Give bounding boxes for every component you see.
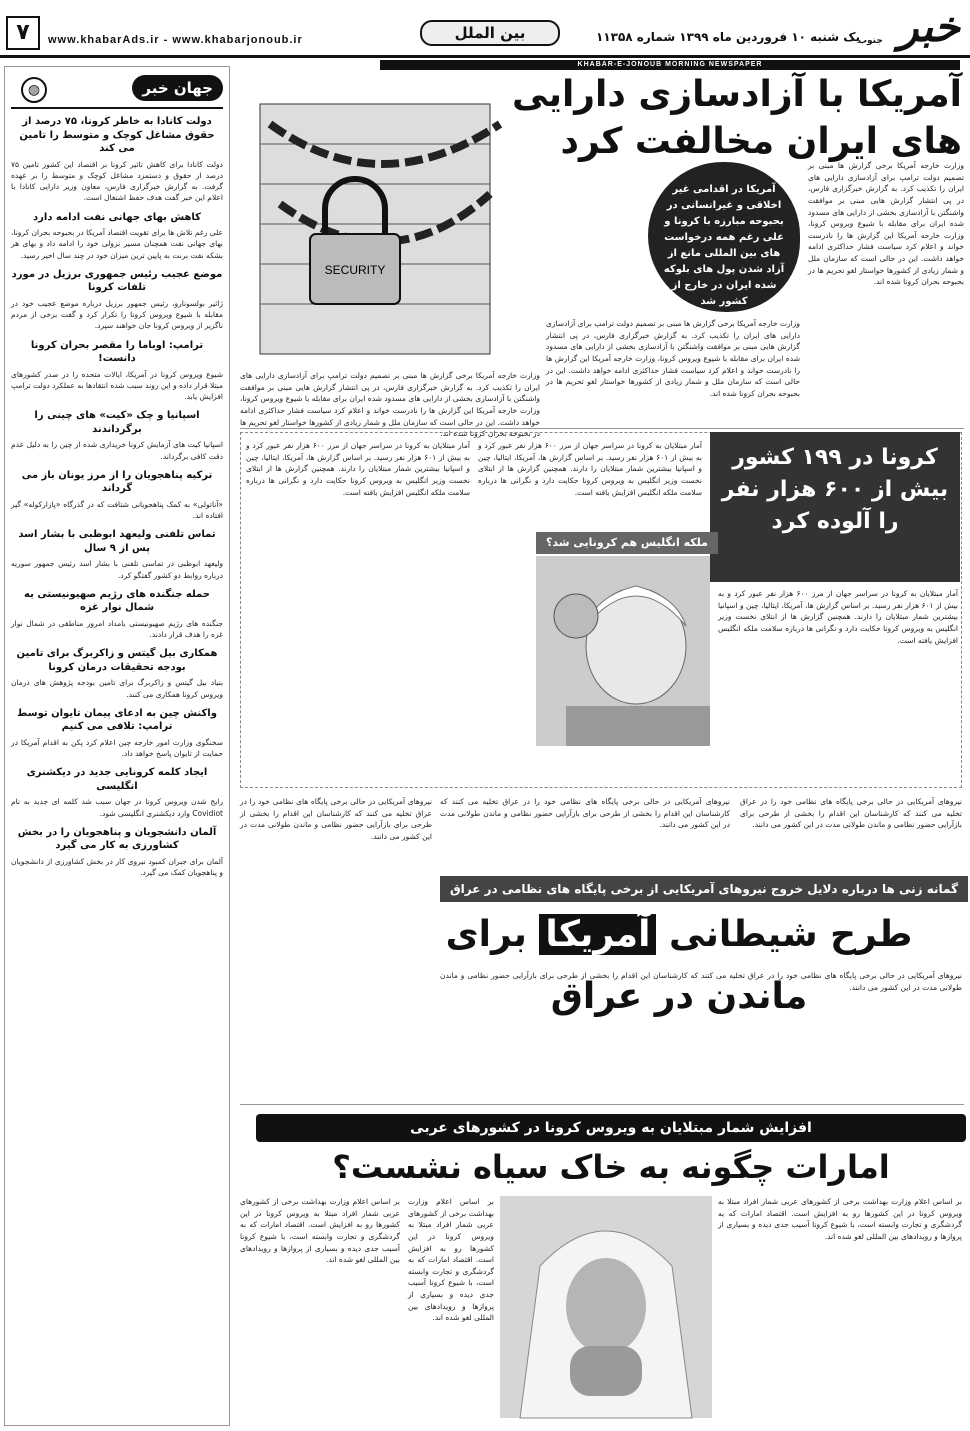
masthead <box>0 0 970 58</box>
story4-body-col1: بر اساس اعلام وزارت بهداشت برخی از کشورهای عربی شمار افراد مبتلا به ویروس کرونا در این کشورها رو به افزایش است. اقتصاد امارات که به گردشگری و تجارت وابسته است، با شیوع کرونا آسیب جدی دیده و بسیاری از پروازها و رویدادهای بین المللی لغو شده اند. <box>718 1197 962 1241</box>
story3-headline-part2: برای ماندن در عراق <box>445 914 808 1017</box>
brief-title: اسپانیا و چک «کیت» های چینی را برگرداندند <box>34 410 200 435</box>
globe-icon: ◍ <box>21 77 47 103</box>
brief-text: ولیعهد ابوظبی در تماسی تلفنی با بشار اسد رئیس جمهور سوریه درباره روابط دو کشور گفتگو کرد. <box>11 559 223 580</box>
news-brief <box>11 469 223 522</box>
logo-subtitle: جنوب <box>858 36 883 46</box>
brief-text: سخنگوی وزارت امور خارجه چین اعلام کرد پکن به اقدام آمریکا در حمایت از تایوان پاسخ خواهد داد. <box>11 737 223 758</box>
story1-body-col3: وزارت خارجه آمریکا برخی گزارش ها مبنی بر تصمیم دولت ترامپ برای آزادسازی دارایی های ایران را تکذیب کرد. به گزارش خبرگزاری فارس، در پی انتشار گزارش هایی مبنی بر موافقت واشنگتن با آزادسازی بخشی از دارایی های مسدود شده ایران برای مقابله با شیوع ویروس کرونا، وزارت خارجه آمریکا این گزارش ها را نادرست خواند و اعلام کرد سیاست فشار حداکثری ادامه خواهد داشت. این در حالی است که سازمان ملل و شمار زیادی از کشورها خواستار لغو تحریم ها در بحبوحه بحران کرونا شده اند. <box>240 371 540 439</box>
story3-subhead: گمانه زنی ها درباره دلایل خروج نیروهای آمریکایی از برخی پایگاه های نظامی در عراق <box>440 876 968 902</box>
story1-body-col1: وزارت خارجه آمریکا برخی گزارش ها مبنی بر تصمیم دولت ترامپ برای آزادسازی دارایی های ایران را تکذیب کرد. به گزارش خبرگزاری فارس، در پی انتشار گزارش هایی مبنی بر موافقت واشنگتن با آزادسازی بخشی از دارایی های مسدود شده ایران برای مقابله با شیوع ویروس کرونا، وزارت خارجه آمریکا این گزارش ها را نادرست خواند و اعلام کرد سیاست فشار حداکثری ادامه خواهد داشت. این در حالی است که سازمان ملل و شمار زیادی از کشورها خواستار لغو تحریم ها در بحبوحه بحران کرونا شده اند. <box>808 161 964 287</box>
brief-text: اسپانیا کیت های آزمایش کرونا خریداری شده از چین را به دلیل عدم دقت کافی برگرداند. <box>11 440 223 461</box>
story1-body-col2: وزارت خارجه آمریکا برخی گزارش ها مبنی بر تصمیم دولت ترامپ برای آزادسازی دارایی های ایران را تکذیب کرد. به گزارش خبرگزاری فارس، در پی انتشار گزارش هایی مبنی بر موافقت واشنگتن با آزادسازی بخشی از دارایی های مسدود شده ایران برای مقابله با شیوع ویروس کرونا، وزارت خارجه آمریکا این گزارش ها را نادرست خواند و اعلام کرد سیاست فشار حداکثری ادامه خواهد داشت. این در حالی است که سازمان ملل و شمار زیادی از کشورها خواستار لغو تحریم ها در بحبوحه بحران کرونا شده اند. <box>546 319 800 398</box>
news-brief <box>11 115 223 204</box>
story2-body-col3: آمار مبتلایان به کرونا در سراسر جهان از مرز ۶۰۰ هزار نفر عبور کرد و به بیش از ۶۰۱ هزار نفر رسید. بر اساس گزارش ها، آمریکا، ایتالیا، چین و اسپانیا بیشترین شمار مبتلایان را دارند. همچنین گزارش ها از ابتلای نخست وزیر انگلیس به ویروس کرونا حکایت دارد و نگرانی ها درباره سلامت ملکه انگلیس افزایش یافته است. <box>246 441 470 497</box>
brief-title: ایجاد کلمه کرونایی جدید در دیکشنری انگلیسی <box>26 767 208 792</box>
story4-subhead: افزایش شمار مبتلایان به ویروس کرونا در کشورهای عربی <box>256 1114 966 1142</box>
column-badge <box>11 71 223 109</box>
brief-text: رایج شدن ویروس کرونا در جهان سبب شد کلمه ای جدید به نام Covidiot وارد دیکشنری انگلیسی شود. <box>11 797 223 818</box>
news-brief <box>11 339 223 403</box>
brief-title: تماس تلفنی ولیعهد ابوظبی با بشار اسد پس از ۹ سال <box>18 529 216 554</box>
brief-title: ترکیه پناهجویان را از مرز یونان باز می گرداند <box>21 469 213 495</box>
brief-title: ترامپ: اوباما را مقصر بحران کرونا دانست! <box>30 339 204 364</box>
story3-headline-highlight: آمریکا <box>539 914 656 955</box>
brief-text: آلمان برای جبران کمبود نیروی کار در بخش کشاورزی از دانشجویان و پناهجویان کمک می گیرد. <box>11 856 223 877</box>
news-brief <box>11 211 223 261</box>
story4-headline: امارات چگونه به خاک سیاه نشست؟ <box>332 1148 890 1186</box>
story4-body-col2: بر اساس اعلام وزارت بهداشت برخی از کشورهای عربی شمار افراد مبتلا به ویروس کرونا در این کشورها رو به افزایش است. اقتصاد امارات که به گردشگری و تجارت وابسته است، با شیوع کرونا آسیب جدی دیده و بسیاری از پروازها و رویدادهای بین المللی لغو شده اند. <box>408 1197 494 1323</box>
story2-subhead: ملکه انگلیس هم کرونایی شد؟ <box>536 532 718 554</box>
brief-text: شیوع ویروس کرونا در آمریکا، ایالات متحده را در صدر کشورهای مبتلا قرار داده و این روند سبب شده انتقادها به عملکرد دولت ترامپ افزایش یابد. <box>11 369 223 401</box>
brief-title: همکاری بیل گیتس و زاکربرگ برای تامین بودجه تحقیقات درمان کرونا <box>16 648 218 673</box>
brief-text: ژائیر بولسونارو، رئیس جمهور برزیل درباره موضع عجیب خود در مقابله با شیوع ویروس کرونا را تکرار کرد و گفت برخی از مردم ناگزیر از ویروس کرونا جان خواهند سپرد. <box>11 298 223 331</box>
story3-body-col3: نیروهای آمریکایی در حالی برخی پایگاه های نظامی خود را در عراق تخلیه می کنند که کارشناسان این اقدام را بخشی از طرحی برای بازآرایی حضور نظامی و ماندن طولانی مدت در این کشور می دانند. <box>240 797 432 841</box>
news-brief <box>11 528 223 581</box>
brief-text: جنگنده های رژیم صهیونیستی بامداد امروز مناطقی در شمال نوار غزه را هدف قرار دادند. <box>11 618 223 639</box>
issue-date: یک شنبه ۱۰ فروردین ماه ۱۳۹۹ شماره ۱۱۳۵۸ <box>595 30 860 44</box>
story2-body-col1: آمار مبتلایان به کرونا در سراسر جهان از مرز ۶۰۰ هزار نفر عبور کرد و به بیش از ۶۰۱ هزار نفر رسید. بر اساس گزارش ها، آمریکا، ایتالیا، چین و اسپانیا بیشترین شمار مبتلایان را دارند. همچنین گزارش ها از ابتلای نخست وزیر انگلیس به ویروس کرونا حکایت دارد و نگرانی ها درباره سلامت ملکه انگلیس افزایش یافته است. <box>718 589 958 645</box>
news-brief <box>11 766 223 819</box>
story1-pullquote: آمریکا در اقدامی غیر اخلاقی و غیرانسانی در بحبوحه مبارزه با کرونا و علی رغم همه درخواست های بین المللی مانع از آزاد شدن پول های بلوکه شده ایران در خارج از کشور شد <box>648 162 800 312</box>
news-brief <box>11 647 223 700</box>
briefs-list <box>11 115 223 878</box>
divider <box>240 1104 964 1105</box>
security-label: SECURITY <box>324 263 386 277</box>
queen-photo <box>536 556 710 746</box>
logo <box>858 2 966 54</box>
brief-title: واکنش چین به ادعای پیمان تایوان توسط ترامپ: تلافی می کنیم <box>17 707 217 733</box>
sheikh-photo <box>500 1196 712 1418</box>
logo-text: خبر <box>898 2 960 51</box>
brief-title: آلمان دانشجویان و پناهجویان را در بخش کشاورزی به کار می گیرد <box>17 826 217 852</box>
news-brief <box>11 826 223 879</box>
story3-body-col2: نیروهای آمریکایی در حالی برخی پایگاه های نظامی خود را در عراق تخلیه می کنند که کارشناسان این اقدام را بخشی از طرحی برای بازآرایی حضور نظامی و ماندن طولانی مدت در این کشور می دانند. <box>440 797 730 830</box>
brief-text: «آناتولی» به کمک پناهجویانی شتافت که در گذرگاه «پازارکوله» گیر افتاده اند. <box>11 499 223 520</box>
news-brief <box>11 588 223 641</box>
story4-body-col3: بر اساس اعلام وزارت بهداشت برخی از کشورهای عربی شمار افراد مبتلا به ویروس کرونا در این کشورها رو به افزایش است. اقتصاد امارات که به گردشگری و تجارت وابسته است، با شیوع کرونا آسیب جدی دیده و بسیاری از پروازها و رویدادهای بین المللی لغو شده اند. <box>240 1197 400 1265</box>
brief-title: کاهش بهای جهانی نفت ادامه دارد <box>33 211 201 223</box>
news-brief <box>11 268 223 332</box>
brief-title: دولت کانادا به خاطر کرونا، ۷۵ درصد از حقوق مشاغل کوچک و متوسط را تامین می کند <box>19 116 215 154</box>
story3-body-col1: نیروهای آمریکایی در حالی برخی پایگاه های نظامی خود را در عراق تخلیه می کنند که کارشناسان این اقدام را بخشی از طرحی برای بازآرایی حضور نظامی و ماندن طولانی مدت در این کشور می دانند. <box>740 797 962 830</box>
brief-title: حمله جنگنده های رژیم صهیونیستی به شمال نوار غزه <box>24 588 210 614</box>
divider <box>240 428 964 429</box>
site-url[interactable]: www.khabarAds.ir - www.khabarjonoub.ir <box>48 34 303 46</box>
brief-text: دولت کانادا برای کاهش تاثیر کرونا بر اقتصاد این کشور تامین ۷۵ درصد از حقوق و دستمزد مشاغل کوچک و متوسط را بر عهده گرفت. به گزارش خبرگزاری فارس، معاون وزیر دارایی کانادا با اعلام این خبر گفت هدف حفظ اشتغال است. <box>11 159 223 203</box>
brief-text: بنیاد بیل گیتس و زاکربرگ برای تامین بودجه پژوهش های درمان ویروس کرونا همکاری می کنند. <box>11 678 223 699</box>
story3-headline-part1: طرح شیطانی <box>668 914 913 955</box>
masthead-strip: KHABAR-E-JONOUB MORNING NEWSPAPER <box>380 60 960 70</box>
story1-headline: آمریکا با آزادسازی دارایی های ایران مخالفت کرد <box>512 74 962 162</box>
brief-text: علی رغم تلاش ها برای تقویت اقتصاد آمریکا در بحبوحه بحران کرونا، بهای جهانی نفت همچنان مسیر نزولی خود را ادامه داد و بهای هر بشکه نفت برنت به پایین ترین میزان خود در چند سال اخیر رسید. <box>11 228 223 260</box>
news-briefs-column <box>4 66 230 1426</box>
news-brief <box>11 707 223 760</box>
section-title: بین الملل <box>420 20 560 46</box>
money-chain-image <box>240 84 540 366</box>
page-number: ۷ <box>6 16 40 50</box>
story3-body-col4: نیروهای آمریکایی در حالی برخی پایگاه های نظامی خود را در عراق تخلیه می کنند که کارشناسان این اقدام را بخشی از طرحی برای بازآرایی حضور نظامی و ماندن طولانی مدت در این کشور می دانند. <box>440 971 962 992</box>
story2-body-col2: آمار مبتلایان به کرونا در سراسر جهان از مرز ۶۰۰ هزار نفر عبور کرد و به بیش از ۶۰۱ هزار نفر رسید. بر اساس گزارش ها، آمریکا، ایتالیا، چین و اسپانیا بیشترین شمار مبتلایان را دارند. همچنین گزارش ها از ابتلای نخست وزیر انگلیس به ویروس کرونا حکایت دارد و نگرانی ها درباره سلامت ملکه انگلیس افزایش یافته است. <box>478 441 702 497</box>
column-title: جهان خبر <box>132 75 223 101</box>
news-brief <box>11 409 223 462</box>
brief-title: موضع عجیب رئیس جمهوری برزیل در مورد تلفات کرونا <box>11 268 223 294</box>
story2-headline: کرونا در ۱۹۹ کشور بیش از ۶۰۰ هزار نفر را آلوده کرد <box>710 432 960 582</box>
